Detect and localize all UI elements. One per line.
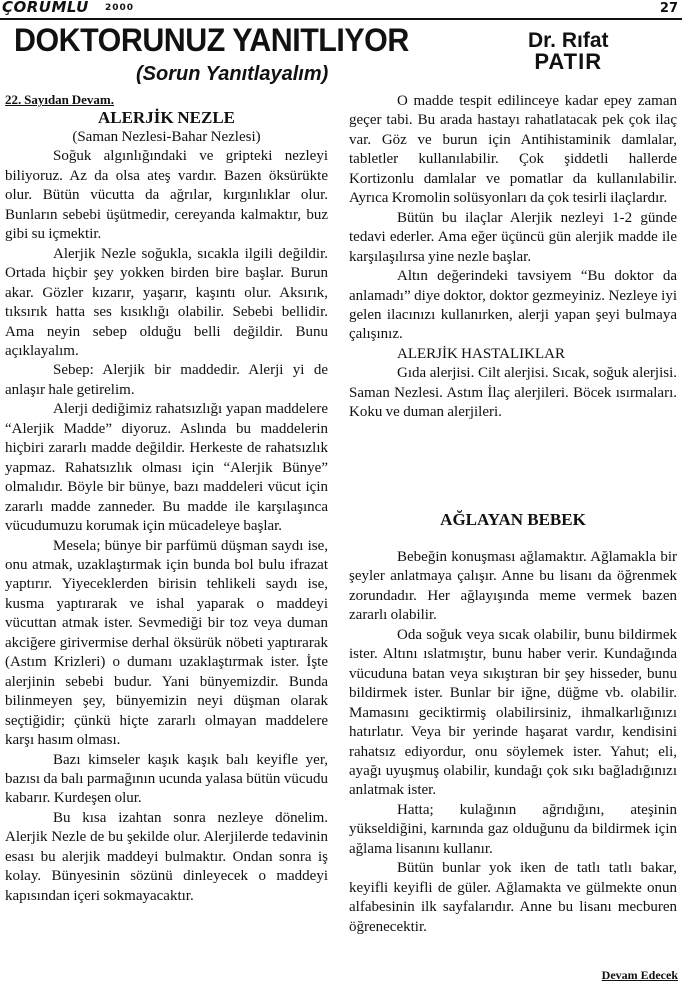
paragraph: Sebep: Alerjik bir maddedir. Alerji yi de anlaşır hale getirelim. bbox=[5, 362, 328, 398]
author-line-1: Dr. Rıfat bbox=[528, 29, 609, 52]
article-subheading: (Saman Nezlesi-Bahar Nezlesi) bbox=[72, 129, 261, 145]
continued-from-note: 22. Sayıdan Devam. bbox=[5, 92, 114, 107]
page-title: DOKTORUNUZ YANITLIYOR bbox=[14, 22, 409, 58]
article-heading-aglayan-bebek: AĞLAYAN BEBEK bbox=[440, 510, 586, 529]
paragraph: Bebeğin konuşması ağlamaktır. Ağlamakla bir şeyler anlatmaya çalışır. Anne bu lisanı da öğrenmek zorundadır. Her ağlayışında meme vermek bazen zararlı olabilir. bbox=[349, 549, 677, 624]
column-left bbox=[5, 92, 328, 906]
paragraph: Bazı kimseler kaşık kaşık balı keyifle yer, bazısı da balı parmağının ucunda yalasa bütün vücudu kabarır. Kurdeşen olur. bbox=[5, 751, 328, 807]
magazine-brand: ÇORUMLU bbox=[2, 0, 89, 16]
column-right-bottom bbox=[349, 548, 677, 937]
page-header bbox=[0, 0, 682, 20]
continued-note: Devam Edecek bbox=[601, 968, 678, 982]
page-subtitle: (Sorun Yanıtlayalım) bbox=[136, 63, 329, 85]
paragraph: Bu kısa izahtan sonra nezleye dönelim. Alerjik Nezle de bu şekilde olur. Alerjilerde tedavinin esası bu alerjik maddeyi bulmaktır. Ondan sonra iş kolay. Bünyesinin sözünü dinleyecek o maddeyi kapısından içeri sokmayacaktır. bbox=[5, 809, 328, 904]
paragraph: Bütün bu ilaçlar Alerjik nezleyi 1-2 günde tedavi ederler. Ama eğer üçüncü gün alerjik madde ile karşılaşılırsa yine nezle başlar. bbox=[349, 209, 677, 265]
paragraph: Alerji dediğimiz rahatsızlığı yapan maddelere “Alerjik Madde” diyoruz. Aslında bu maddelerin hiçbiri zararlı madde değildir. Herkeste de rahatsızlık yapmaz. Rahatsızlık olması için “Alerjik Bünye” olmalıdır. Böyle bir bünye, bazı maddeleri vücut için zararlı madde zanneder. Bu madde ile karşılaşınca vücudumuzu korumak için mücadeleye başlar. bbox=[5, 401, 328, 535]
magazine-year: 2000 bbox=[105, 3, 135, 13]
paragraph: Oda soğuk veya sıcak olabilir, bunu bildirmek ister. Altını ıslatmıştır, bunu haber verir. Kundağında vücuduna batan veya sıkıştıran bir şey hisseder, bunu bildirmek ister. Bunlar bir iğne, düğme vb. olabilir. Mamasını geciktirmiş olabilirsiniz, ihmalkarlığınızı hatırlatır. Veya bir yerinde haşarat vardır, kendisini rahatsız ediyordur, onu söylemek ister. Yahut; eli, ayağı uyuşmuş olabilir, kundağı çok sıkı bağladığınızı anlatmak ister. bbox=[349, 626, 677, 799]
article-heading-alerjik-nezle: ALERJİK NEZLE bbox=[97, 108, 236, 127]
paragraph: Soğuk algınlığındaki ve gripteki nezleyi biliyoruz. Az da olsa ateş vardır. Bazen öksürükte olur. Bütün vücutta da ağrılar, kırgınlıklar olur. Bunların sebebi üşütmedir, cereyanda kalmaktır, buz gibi su içmektir. bbox=[5, 148, 328, 243]
paragraph: Alerjik Nezle soğukla, sıcakla ilgili değildir. Ortada hiçbir şey yokken birden bire başlar. Burun akar. Gözler kızarır, yaşarır, kaşıntı olur. Aksırık, tıksırık hatta ses kısıklığı olabilir. Sebebi bellidir. Ama neyin sebep olduğu belli değildir. Bunu açıklayalım. bbox=[5, 245, 328, 359]
paragraph: Mesela; bünye bir parfümü düşman saydı ise, onu atmak, uzaklaştırmak için bunda bol bulu ifrazat yaptırır. Yiyeceklerden birisin tehlikeli saydı ise, kusma yaptırarak ve ishal yaparak o maddeyi vücuttan atmak ister. Sevmediği bir toz veya duman akciğere girivermise derhal öksürük nöbeti yaptırarak (Astım Krizleri) o dumanı uzaklaştırmak ister. İşte alerjinin sebebi budur. Yani bünyemizdir. Bunda bilinmeyen şey, bünyemizin neyi düşman olarak seçtiğidir; çünkü hiçte zararlı olmayan maddelere karşı hasım olması. bbox=[5, 537, 328, 749]
paragraph: Bütün bunlar yok iken de tatlı tatlı bakar, keyifli keyifli de güler. Ağlamakta ve gülmekte onun alfabesinin ilk sayfalarıdır. Anne bu lisanı mecburen öğrenecektir. bbox=[349, 860, 677, 935]
paragraph: Altın değerindeki tavsiyem “Bu doktor da anlamadı” diye doktor, doktor gezmeyiniz. Nezleye iyi gelen ilacınızı kullanırken, alerji yapan şeyi bulmaya çalışınız. bbox=[349, 268, 677, 343]
paragraph: Hatta; kulağının ağrıdığını, ateşinin yükseldiğini, karnında gaz olduğunu da bildirmek için ağlama lisanını kullanır. bbox=[349, 801, 677, 857]
column-right-top bbox=[349, 92, 677, 423]
author-line-2: PATIR bbox=[534, 49, 603, 74]
page-number: 27 bbox=[659, 1, 678, 16]
author-name bbox=[528, 30, 609, 73]
paragraph: O madde tespit edilinceye kadar epey zaman geçer tabi. Bu arada hastayı rahatlatacak pek çok ilaç var. Göz ve burun için Antihistaminik damlalar, tabletler kullanılabilir. Çok şiddetli hallerde Kortizonlu damlalar ve pomatlar da kullanılabilir. Ayrıca Kromolin solüsyonları da çok tesirli ilaçlardır. bbox=[349, 93, 677, 207]
section-label-alerjik-hastaliklar: ALERJİK HASTALIKLAR bbox=[397, 345, 565, 362]
header-rule bbox=[0, 18, 682, 20]
paragraph: Gıda alerjisi. Cilt alerjisi. Sıcak, soğuk alerjisi. Saman Nezlesi. Astım İlaç alerjileri. Böcek ısırmaları. Koku ve duman alerjileri. bbox=[349, 365, 677, 421]
